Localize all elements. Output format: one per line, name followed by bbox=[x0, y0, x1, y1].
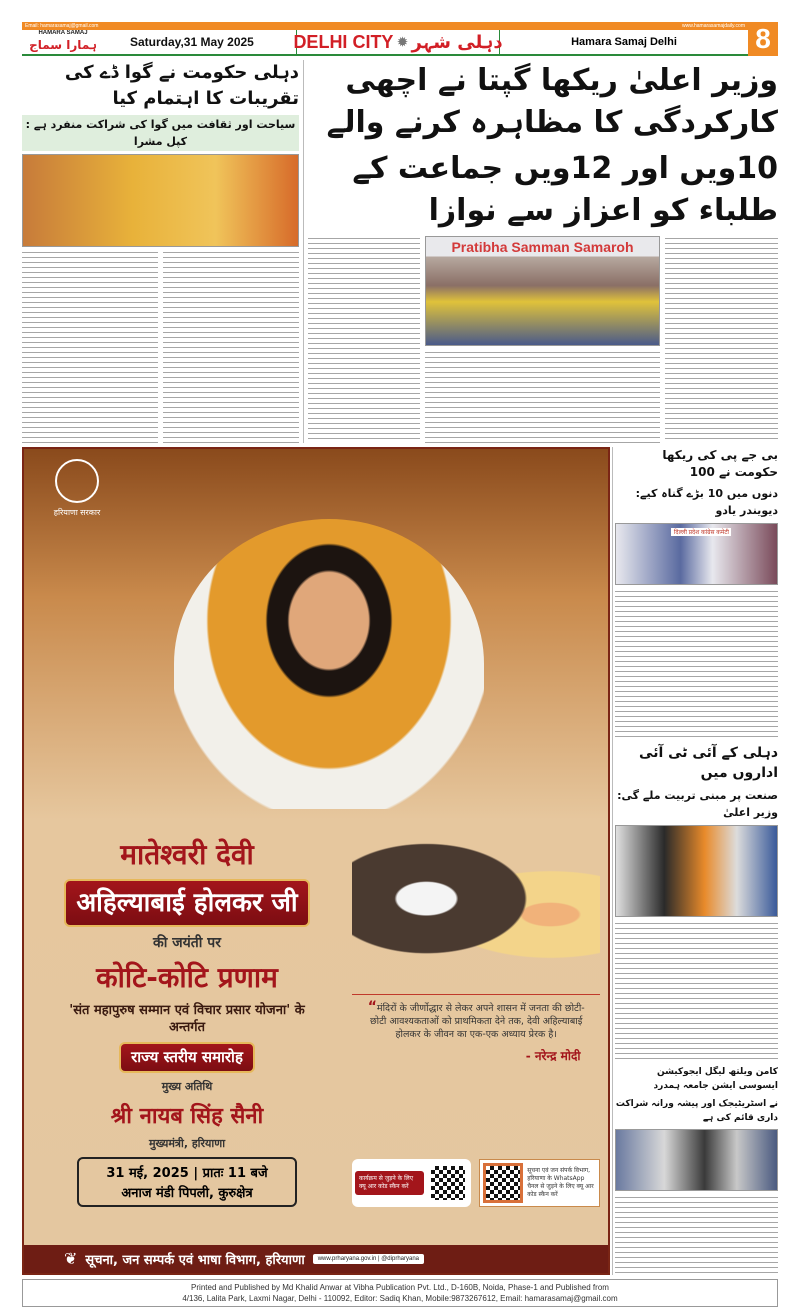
ahilyabai-portrait bbox=[174, 519, 484, 809]
article-text bbox=[308, 236, 420, 443]
ad-title-2: अहिल्याबाई होलकर जी bbox=[64, 879, 309, 927]
ad-pranam: कोटि-कोटि प्रणाम bbox=[96, 961, 278, 994]
story2-headline-2: صنعت پر مبنی تربیت ملے گی: وزیر اعلیٰ bbox=[617, 789, 778, 819]
ad-jayanti: की जयंती पर bbox=[153, 935, 221, 951]
press-conference-photo: दिल्ली प्रदेश कांग्रेस कमेटी bbox=[615, 523, 778, 585]
story2-headline-1: دہلی کے آئی ٹی آئی اداروں میں bbox=[639, 745, 778, 781]
section-title: DELHI CITY ✹ دہلی شہر bbox=[293, 31, 503, 53]
award-ceremony-photo bbox=[425, 236, 660, 346]
top-strip bbox=[22, 22, 748, 30]
ornament-icon: ✹ bbox=[397, 35, 408, 49]
haryana-emblem: हरियाणा सरकार bbox=[42, 459, 112, 518]
story1-headline-2: دنوں میں 10 بڑے گناہ کیے: دیویندر یادو bbox=[635, 487, 778, 517]
advertisement bbox=[22, 447, 610, 1275]
ad-title-1: मातेश्वरी देवी bbox=[120, 838, 254, 871]
main-story bbox=[308, 60, 778, 443]
story3-headline-1: کامن ویلتھ لیگل ایجوکیشن ایسوسی ایشن جامعہ ہمدرد bbox=[653, 1067, 778, 1091]
logo: HAMARA SAMAJ ہمارا سماج bbox=[29, 30, 97, 52]
ad-scheme: 'संत महापुरुष सम्मान एवं विचार प्रसार योजना' के अन्तर्गत bbox=[69, 1003, 305, 1035]
article-text bbox=[22, 250, 158, 443]
chief-guest-label: मुख्य अतिथि bbox=[161, 1080, 213, 1093]
right-column bbox=[615, 447, 778, 1275]
event-date-time: 31 मई, 2025 | प्रातः 11 बजे bbox=[106, 1166, 268, 1181]
email: Email: hamarasamaj@gmail.com bbox=[25, 23, 99, 29]
issue-date: Saturday,31 May 2025 bbox=[130, 35, 254, 49]
divider bbox=[612, 447, 613, 1275]
seal-icon bbox=[55, 459, 99, 503]
main-headline-line1: وزیر اعلیٰ ریکھا گپتا نے اچھی کارکردگی کا مظاہرہ کرنے والے bbox=[326, 63, 778, 140]
left-headline: دہلی حکومت نے گوا ڈے کی تقریبات کا اہتمام کیا bbox=[64, 62, 299, 109]
article-text bbox=[615, 589, 778, 739]
department-bar: ❦ सूचना, जन सम्पर्क एवं भाषा विभाग, हरियाणा www.prharyana.gov.in | @diprharyana bbox=[24, 1245, 608, 1273]
modi-quote: “मंदिरों के जीर्णोद्धार से लेकर अपने शासन में जनता की छोटी-छोटी आवश्यकताओं को प्राथमिकता देने तक, देवी अहिल्याबाई होलकर के जीवन का एक-एक अध्याय प्रेरक है। bbox=[367, 999, 585, 1040]
divider bbox=[303, 60, 304, 443]
qr-whatsapp[interactable]: सूचना एवं जन संपर्क विभाग, हरियाणा के WhatsApp चैनल से जुड़ने के लिए क्यू आर कोड स्कैन करें bbox=[479, 1159, 600, 1207]
article-text bbox=[425, 350, 660, 443]
leaders-photo bbox=[352, 835, 600, 995]
quote-author: - नरेन्द्र मोदी bbox=[525, 1049, 581, 1063]
newspaper-page bbox=[22, 22, 778, 1307]
story3-headline-2: نے اسٹریٹیجک اور پیشہ ورانہ شراکت داری قائم کی ہے bbox=[615, 1099, 778, 1123]
article-text bbox=[615, 921, 778, 1061]
chief-guest-name: श्री नायब सिंह सैनी bbox=[110, 1104, 264, 1129]
ad-event: राज्य स्तरीय समारोह bbox=[119, 1042, 255, 1073]
qr-code[interactable] bbox=[483, 1163, 523, 1203]
event-details-box bbox=[77, 1157, 297, 1207]
page-number: 8 bbox=[748, 22, 778, 56]
qr-code[interactable] bbox=[428, 1163, 468, 1203]
article-text bbox=[615, 1195, 778, 1275]
qr-event[interactable]: कार्यक्रम से जुड़ने के लिए क्यू आर कोड स्कैन करें bbox=[352, 1159, 471, 1207]
mou-signing-photo bbox=[615, 1129, 778, 1191]
event-venue: अनाज मंडी पिपली, कुरुक्षेत्र bbox=[121, 1186, 253, 1201]
imprint: Printed and Published by Md Khalid Anwar at Vibha Publication Pvt. Ltd., D-160B, Noida, Phase-1 and Published from 4/136, Lalita Park, Laxmi Nagar, Delhi - 110092, Editor: Sadiq Khan, Mobile:9873267612, Email: hamarasamaj@gmail.com bbox=[22, 1279, 778, 1307]
story1-headline-1: بی جے پی کی ریکھا حکومت نے 100 bbox=[662, 448, 778, 479]
lotus-icon: ❦ bbox=[64, 1251, 78, 1268]
website: www.hamarasamajdaily.com bbox=[682, 23, 745, 29]
chief-guest-title: मुख्यमंत्री, हरियाणा bbox=[148, 1137, 226, 1150]
iti-event-photo bbox=[615, 825, 778, 917]
photo-banner: Pratibha Samman Samaroh bbox=[451, 239, 634, 255]
website-link[interactable]: www.prharyana.gov.in | @diprharyana bbox=[313, 1254, 424, 1264]
paper-name: Hamara Samaj Delhi bbox=[571, 36, 677, 48]
top-stories bbox=[22, 60, 778, 443]
left-subhead: سیاحت اور ثقافت میں گوا کی شراکت منفرد ہے : کپل مشرا bbox=[22, 115, 299, 151]
quote-icon: “ bbox=[367, 999, 377, 1015]
goa-day-photo bbox=[22, 154, 299, 247]
article-text bbox=[163, 250, 299, 443]
left-story bbox=[22, 60, 299, 443]
main-headline-line2: 10ویں اور 12ویں جماعت کے طلباء کو اعزاز سے نوازا bbox=[352, 151, 778, 228]
masthead bbox=[22, 22, 778, 56]
article-text bbox=[665, 236, 778, 443]
